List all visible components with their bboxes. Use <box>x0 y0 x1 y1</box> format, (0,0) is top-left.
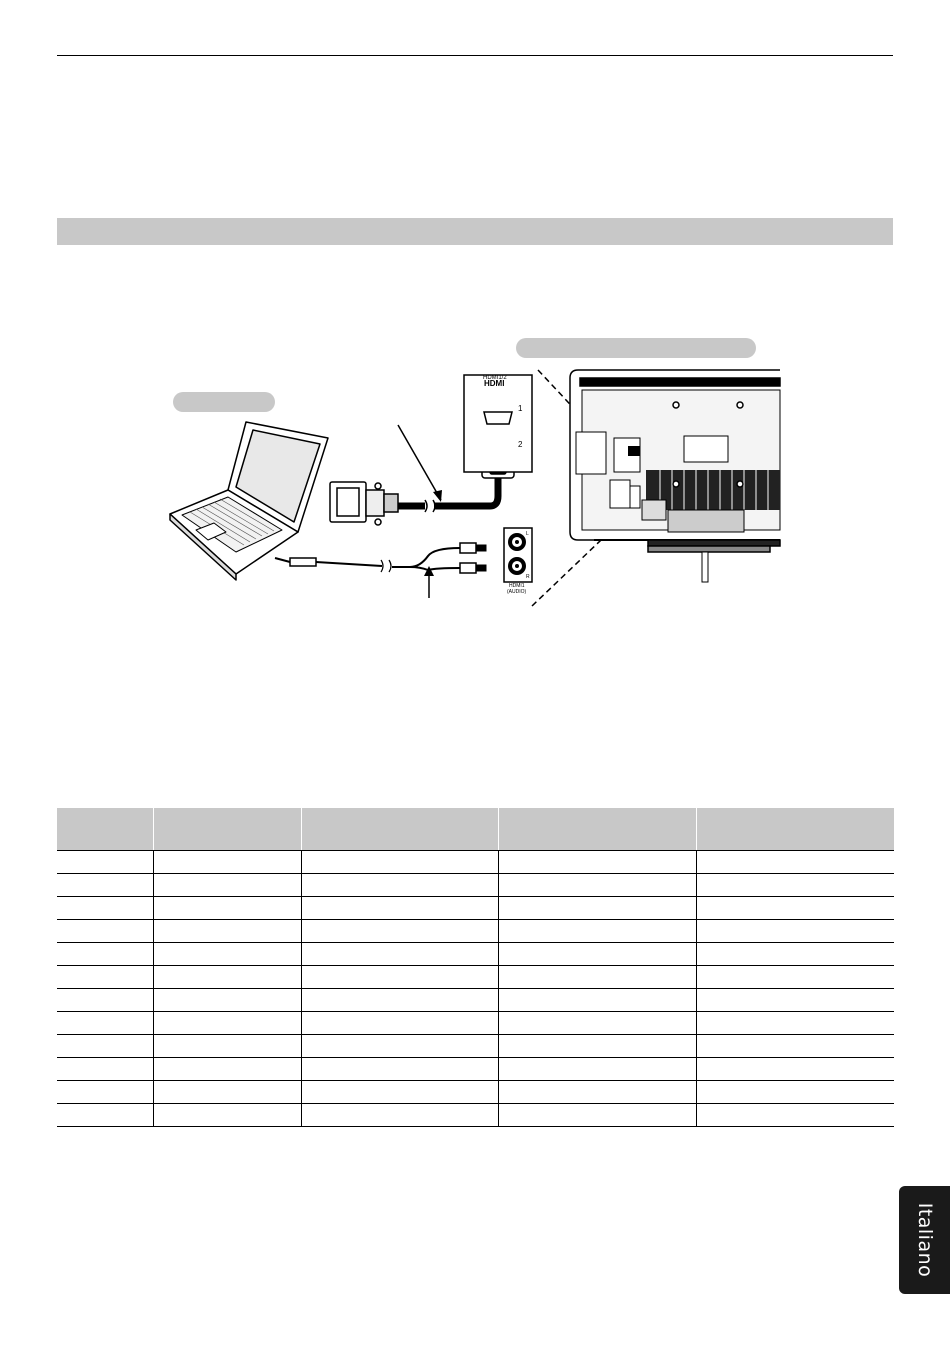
table-cell <box>498 943 696 966</box>
table-cell <box>57 1104 153 1127</box>
table-cell <box>498 897 696 920</box>
table-cell <box>57 989 153 1012</box>
table-row <box>57 1035 894 1058</box>
table-cell <box>57 851 153 874</box>
hdmi-cable <box>398 478 498 512</box>
table-cell <box>57 966 153 989</box>
table-row <box>57 989 894 1012</box>
table-cell <box>696 1104 894 1127</box>
table-cell <box>498 874 696 897</box>
table-cell <box>301 989 498 1012</box>
table-cell <box>57 1035 153 1058</box>
table-cell <box>498 920 696 943</box>
hdmi-port-1-label: 1 <box>518 404 523 413</box>
audio-l-label: L <box>526 531 529 537</box>
table-cell <box>301 966 498 989</box>
table-cell <box>153 920 301 943</box>
table-cell <box>153 897 301 920</box>
table-cell <box>57 1081 153 1104</box>
table-row <box>57 874 894 897</box>
audio-input-panel <box>504 528 532 595</box>
table-cell <box>301 943 498 966</box>
table-cell <box>57 1058 153 1081</box>
table-cell <box>57 920 153 943</box>
arrow-head-icon <box>433 490 442 502</box>
table-cell <box>498 1081 696 1104</box>
table-cell <box>498 851 696 874</box>
table-body <box>57 851 894 1127</box>
hdmi-terminal-panel <box>464 375 532 472</box>
table-row <box>57 1058 894 1081</box>
table-cell <box>498 989 696 1012</box>
audio-cable <box>275 543 486 573</box>
table-row <box>57 920 894 943</box>
hdmi-cable-pointer <box>398 425 441 500</box>
table-cell <box>696 966 894 989</box>
table-cell <box>301 874 498 897</box>
table-cell <box>153 851 301 874</box>
specification-table <box>57 808 894 1127</box>
table-cell <box>696 1081 894 1104</box>
table-cell <box>696 920 894 943</box>
table-cell <box>153 1012 301 1035</box>
table-cell <box>498 966 696 989</box>
table-cell <box>153 943 301 966</box>
table-header-cell <box>696 808 894 851</box>
table-cell <box>498 1058 696 1081</box>
table-cell <box>153 1035 301 1058</box>
table-cell <box>696 874 894 897</box>
table-cell <box>498 1104 696 1127</box>
language-tab <box>899 1186 950 1294</box>
language-tab-label: Italiano <box>913 1202 936 1278</box>
table-cell <box>301 1104 498 1127</box>
arrow-head-icon <box>424 566 434 576</box>
table-cell <box>301 851 498 874</box>
table-cell <box>696 1058 894 1081</box>
table-cell <box>301 1081 498 1104</box>
dvi-connector <box>330 482 398 525</box>
table-cell <box>153 966 301 989</box>
table-header-cell <box>498 808 696 851</box>
table-header-cell <box>153 808 301 851</box>
table-row <box>57 966 894 989</box>
table-cell <box>696 943 894 966</box>
table-row <box>57 851 894 874</box>
table-header-cell <box>301 808 498 851</box>
table-cell <box>301 1012 498 1035</box>
table-row <box>57 1081 894 1104</box>
table-cell <box>57 943 153 966</box>
table-row <box>57 1104 894 1127</box>
hdmi-port-1 <box>484 412 512 424</box>
tv-rear-illustration <box>570 370 780 582</box>
table-cell <box>301 1058 498 1081</box>
table-row <box>57 897 894 920</box>
audio-panel-label-2: (AUDIO) <box>507 589 527 595</box>
table-cell <box>153 1058 301 1081</box>
table-cell <box>153 1081 301 1104</box>
table-cell <box>57 1012 153 1035</box>
table-cell <box>498 1035 696 1058</box>
audio-panel-label-1: HDMI1 <box>509 583 525 589</box>
table-cell <box>301 897 498 920</box>
hdmi-header-text: HDMI1/2 <box>483 375 507 381</box>
table-cell <box>498 1012 696 1035</box>
table-cell <box>696 851 894 874</box>
table-cell <box>153 874 301 897</box>
table-cell <box>696 989 894 1012</box>
hdmi-port-2-label: 2 <box>518 440 523 449</box>
table-header-cell <box>57 808 153 851</box>
table-row <box>57 943 894 966</box>
table-cell <box>696 1035 894 1058</box>
laptop-illustration <box>170 422 328 580</box>
table-cell <box>57 897 153 920</box>
table-cell <box>696 1012 894 1035</box>
hdmi-logo: HDMI <box>484 379 505 388</box>
table-cell <box>301 920 498 943</box>
audio-r-label: R <box>526 574 530 580</box>
table-cell <box>696 897 894 920</box>
table-header-row <box>57 808 894 851</box>
table-row <box>57 1012 894 1035</box>
table-cell <box>153 1104 301 1127</box>
table-cell <box>153 989 301 1012</box>
table-cell <box>301 1035 498 1058</box>
table-cell <box>57 874 153 897</box>
